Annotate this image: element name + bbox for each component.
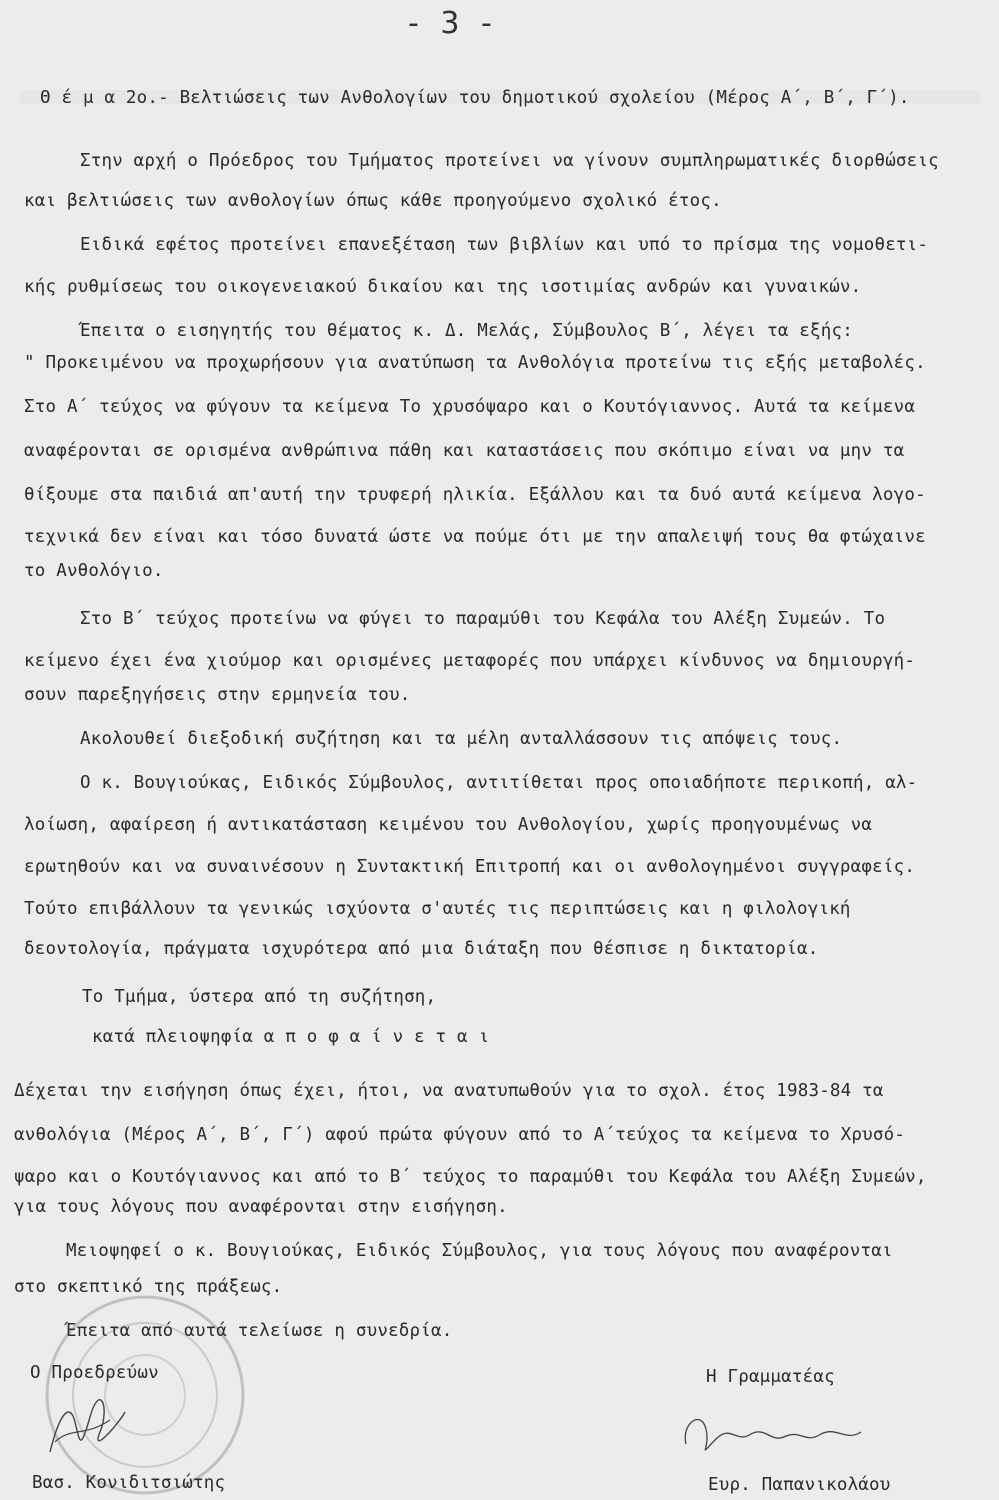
body-line: Το Τμήμα, ύστερα από τη συζήτηση,: [82, 987, 437, 1007]
body-line: Στο Α΄ τεύχος να φύγουν τα κείμενα Το χρυσόψαρο και ο Κουτόγιαννος. Αυτά τα κείμενα: [24, 397, 916, 417]
page-number: - 3 -: [408, 6, 498, 41]
presiding-signature: [40, 1392, 130, 1462]
body-line: στο σκεπτικό της πράξεως.: [14, 1277, 283, 1297]
body-line: το Ανθολόγιο.: [24, 561, 164, 581]
body-line: ερωτηθούν και να συναινέσουν η Συντακτική Επιτροπή και οι ανθολογημένοι συγγραφείς.: [24, 857, 916, 877]
secretary-title: Η Γραμματέας: [706, 1367, 835, 1387]
body-line: Έπειτα ο εισηγητής του θέματος κ. Δ. Μελάς, Σύμβουλος Β΄, λέγει τα εξής:: [80, 321, 853, 341]
presiding-name: Βασ. Κονιδιτσιώτης: [32, 1473, 226, 1493]
body-line: Ακολουθεί διεξοδική συζήτηση και τα μέλη ανταλλάσσουν τις απόψεις τους.: [80, 729, 843, 749]
body-line: σουν παρεξηγήσεις στην ερμηνεία του.: [24, 685, 411, 705]
body-line: τεχνικά δεν είναι και τόσο δυνατά ώστε να πούμε ότι με την απαλειψή τους θα φτώχαινε: [24, 527, 926, 547]
body-line: θίξουμε στα παιδιά απ'αυτή την τρυφερή ηλικία. Εξάλλου και τα δυό αυτά κείμενα λογο-: [24, 485, 926, 505]
body-line: Μειοψηφεί ο κ. Βουγιούκας, Ειδικός Σύμβουλος, για τους λόγους που αναφέρονται: [66, 1241, 893, 1261]
body-line: Ο κ. Βουγιούκας, Ειδικός Σύμβουλος, αντιτίθεται προς οποιαδήποτε περικοπή, αλ-: [80, 773, 918, 793]
body-line: Δέχεται την εισήγηση όπως έχει, ήτοι, να ανατυπωθούν για το σχολ. έτος 1983-84 τα: [14, 1081, 884, 1101]
presiding-title: Ο Προεδρεύων: [30, 1363, 159, 1383]
body-line: κείμενο έχει ένα χιούμορ και ορισμένες μεταφορές που υπάρχει κίνδυνος να δημιουργή-: [24, 651, 916, 671]
body-line: " Προκειμένου να προχωρήσουν για ανατύπωση τα Ανθολόγια προτείνω τις εξής μεταβολές.: [24, 353, 926, 373]
body-line: για τους λόγους που αναφέρονται στην εισήγηση.: [14, 1197, 508, 1217]
body-line: και βελτιώσεις των ανθολογίων όπως κάθε προηγούμενο σχολικό έτος.: [24, 191, 722, 211]
body-line: κής ρυθμίσεως του οικογενειακού δικαίου και της ισοτιμίας ανδρών και γυναικών.: [24, 277, 862, 297]
decision-line: κατά πλειοψηφία α π ο φ α ί ν ε τ α ι: [92, 1027, 490, 1047]
body-line: Έπειτα από αυτά τελείωσε η συνεδρία.: [66, 1321, 453, 1341]
body-line: Τούτο επιβάλλουν τα γενικώς ισχύοντα σ'αυτές τις περιπτώσεις και η φιλολογική: [24, 899, 851, 919]
topic-heading: Θ έ μ α 2ο.- Βελτιώσεις των Ανθολογίων του δημοτικού σχολείου (Μέρος Α΄, Β΄, Γ΄).: [40, 88, 910, 108]
body-line: Στο Β΄ τεύχος προτείνω να φύγει το παραμύθι του Κεφάλα του Αλέξη Συμεών. Το: [80, 609, 886, 629]
body-line: ανθολόγια (Μέρος Α΄, Β΄, Γ΄) αφού πρώτα φύγουν από το Α΄τεύχος τα κείμενα το Χρυσό-: [14, 1125, 906, 1145]
secretary-signature: [676, 1404, 876, 1464]
body-line: Ειδικά εφέτος προτείνει επανεξέταση των βιβλίων και υπό το πρίσμα της νομοθετι-: [80, 235, 929, 255]
body-line: αναφέρονται σε ορισμένα ανθρώπινα πάθη και καταστάσεις που σκόπιμο είναι να μην τα: [24, 441, 905, 461]
body-line: Στην αρχή ο Πρόεδρος του Τμήματος προτείνει να γίνουν συμπληρωματικές διορθώσεις: [80, 151, 939, 171]
body-line: λοίωση, αφαίρεση ή αντικατάσταση κειμένου του Ανθολογίου, χωρίς προηγουμένως να: [24, 815, 873, 835]
body-line: ψαρο και ο Κουτόγιαννος και από το Β΄ τεύχος το παραμύθι του Κεφάλα του Αλέξη Συμεών,: [14, 1167, 927, 1187]
secretary-name: Ευρ. Παπανικολάου: [708, 1475, 891, 1495]
body-line: δεοντολογία, πράγματα ισχυρότερα από μια διάταξη που θέσπισε η δικτατορία.: [24, 939, 819, 959]
